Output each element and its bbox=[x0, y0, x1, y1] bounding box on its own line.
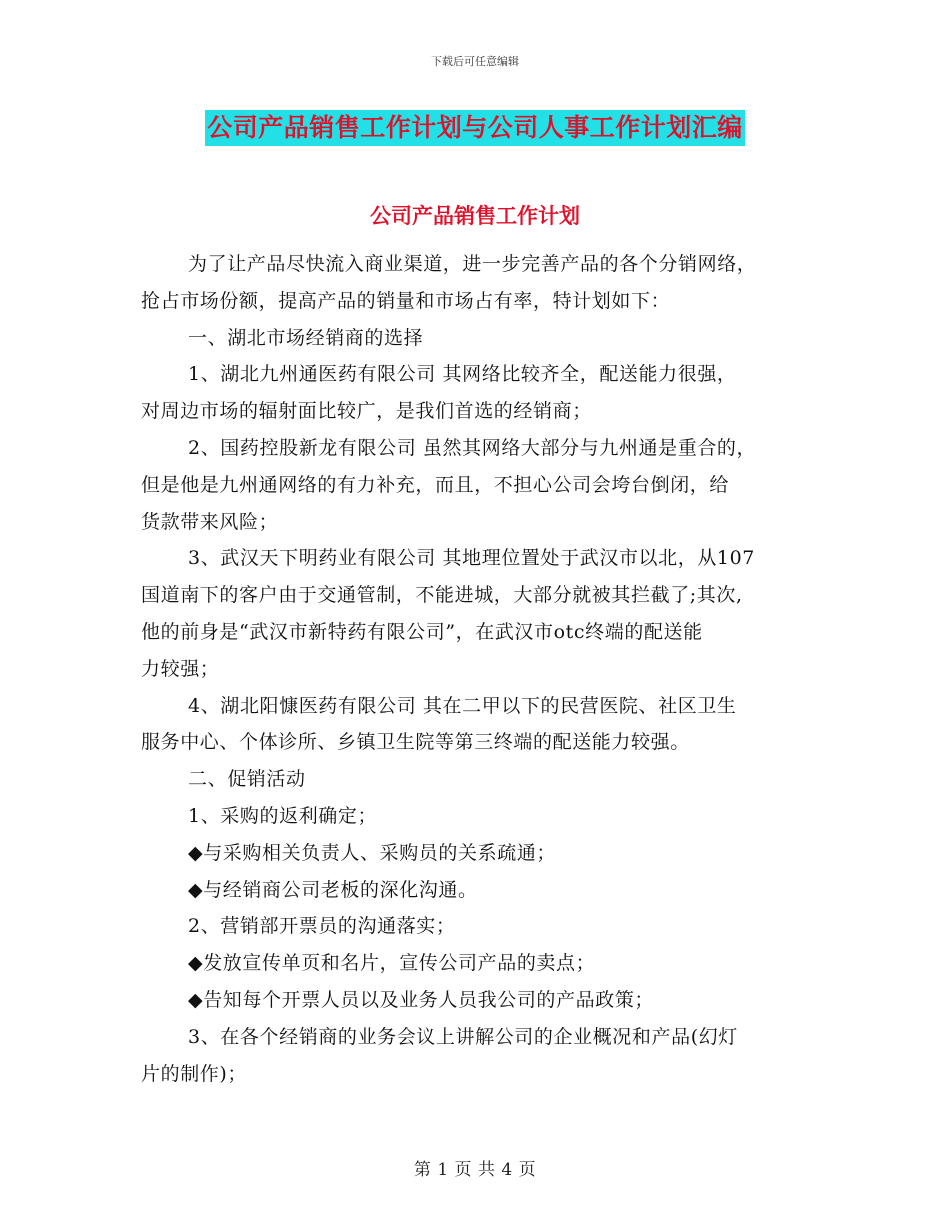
paragraph-line: 为了让产品尽快流入商业渠道，进一步完善产品的各个分销网络， bbox=[188, 253, 757, 275]
heading-line: 一、湖北市场经销商的选择 bbox=[188, 326, 424, 349]
document-title-container bbox=[0, 110, 950, 146]
paragraph-line: 2、营销部开票员的沟通落实； bbox=[188, 915, 456, 938]
paragraph-line: 3、武汉天下明药业有限公司 其地理位置处于武汉市以北，从107 bbox=[188, 547, 755, 570]
page-header-note: 下载后可任意编辑 bbox=[431, 55, 519, 68]
paragraph-line: 1、采购的返利确定； bbox=[188, 804, 378, 827]
paragraph-line: 货款带来风险； bbox=[141, 510, 279, 533]
document-body bbox=[141, 246, 811, 1092]
paragraph-line: 力较强； bbox=[141, 657, 220, 680]
page-number-footer: 第 1 页 共 4 页 bbox=[413, 1160, 537, 1180]
paragraph-line: 抢占市场份额，提高产品的销量和市场占有率，特计划如下： bbox=[141, 289, 671, 312]
section-title: 公司产品销售工作计划 bbox=[370, 204, 580, 228]
bullet-line: ◆与采购相关负责人、采购员的关系疏通； bbox=[188, 841, 557, 864]
paragraph-line: 片的制作)； bbox=[141, 1062, 248, 1085]
paragraph-line: 但是他是九州通网络的有力补充，而且，不担心公司会垮台倒闭，给 bbox=[141, 473, 730, 496]
bullet-line: ◆与经销商公司老板的深化沟通。 bbox=[188, 878, 478, 901]
heading-line: 二、促销活动 bbox=[188, 768, 306, 791]
paragraph-line: 他的前身是“武汉市新特药有限公司”，在武汉市otc终端的配送能 bbox=[141, 620, 703, 643]
paragraph-line: 3、在各个经销商的业务会议上讲解公司的企业概况和产品(幻灯 bbox=[188, 1025, 738, 1048]
paragraph-line: 4、湖北阳慷医药有限公司 其在二甲以下的民营医院、社区卫生 bbox=[188, 694, 737, 717]
paragraph-line: 服务中心、个体诊所、乡镇卫生院等第三终端的配送能力较强。 bbox=[141, 731, 690, 754]
bullet-line: ◆发放宣传单页和名片，宣传公司产品的卖点； bbox=[188, 952, 596, 975]
paragraph-line: 1、湖北九州通医药有限公司 其网络比较齐全，配送能力很强， bbox=[188, 363, 737, 386]
paragraph-line: 2、国药控股新龙有限公司 虽然其网络大部分与九州通是重合的， bbox=[188, 436, 757, 459]
document-title: 公司产品销售工作计划与公司人事工作计划汇编 bbox=[205, 110, 745, 146]
paragraph-line: 对周边市场的辐射面比较广，是我们首选的经销商； bbox=[141, 400, 592, 423]
paragraph-line: 国道南下的客户由于交通管制，不能进城，大部分就被其拦截了;其次, bbox=[141, 584, 743, 607]
bullet-line: ◆告知每个开票人员以及业务人员我公司的产品政策； bbox=[188, 988, 655, 1011]
